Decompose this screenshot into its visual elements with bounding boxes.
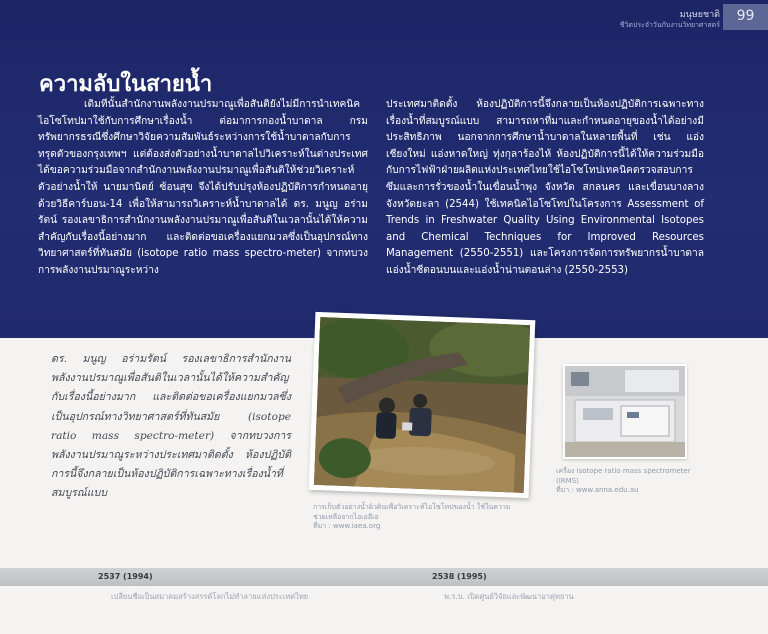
photo1-caption <box>313 503 523 532</box>
header-section: มนุษยชาติ <box>679 10 720 20</box>
body-column-right: ประเทศมาติดตั้ง ห้องปฏิบัติการนี้จึงกลายเป็นห้องปฏิบัติการเฉพาะทางเรื่องน้ำที่สมบูรณ์แบบ สามารถหาที่มาและกำหนดอายุของน้ำได้อย่างมีประสิทธิภาพ นอกจากการศึกษาน้ำบาดาลในหลายพื้นที่ เช่น แอ่งเชียงใหม่ แอ่งหาดใหญ่ ทุ่งกุลาร้องไห้ ห้องปฏิบัติการนี้ได้ให้ความร่วมมือกับการไฟฟ้าฝ่ายผลิตแห่งประเทศไทยใช้ไอโซโทปเทคนิคตรวจสอบการซึมและการรั่วของน้ำในเขื่อนน้ำพุง จังหวัด สกลนคร และเขื่อนบางลาง จังหวัดยะลา (2544) ใช้เทคนิคไอโซโทปในโครงการ Assessment of Trends in Freshwater Quality Using Environmental Isotopes and Chemical Techniques for Improved Resources Management (2550-2551) และโครงการจัดการทรัพยากรน้ำบาดาลแอ่งน้ำซีตอนบนและแอ่งน้ำน่านตอนล่าง (2550-2553) <box>386 99 704 276</box>
irms-image <box>565 366 685 457</box>
page-number-tab <box>723 4 768 30</box>
photo2-caption-source: ที่มา : www.anna.edu.au <box>556 486 639 494</box>
timeline-year-1: 2537 (1994) <box>98 572 153 581</box>
page-number: 99 <box>736 8 755 24</box>
photo2-caption <box>556 467 706 496</box>
irms-photo <box>563 364 687 459</box>
pull-quote: ดร. มนูญ อร่ามรัตน์ รองเลขาธิการสำนักงานพลังงานปรมาณูเพื่อสันติในเวลานั้นได้ให้ความสำคัญกับเรื่องนี้อย่างมาก และติดต่อขอเครื่องแยกมวลซึ่งเป็นอุปกรณ์ทางวิทยาศาสตร์ที่ทันสมัย (isotope ratio mass spectro-meter) จากทบวงการพลังงานปรมาณูระหว่างประเทศมาติดตั้ง ห้องปฏิบัติการนี้จึงกลายเป็นห้องปฏิบัติการเฉพาะทางเรื่องน้ำที่สมบูรณ์แบบ <box>51 353 291 500</box>
timeline-event-1: เปลี่ยนชื่อเป็นสมาคมสร้างสรรค์โลกไม่ทำลายแห่งประเทศไทย <box>111 592 309 601</box>
header-subtitle: ชีวิตประจำวันกับงานวิทยาศาสตร์ <box>619 21 720 29</box>
running-header <box>608 4 720 30</box>
body-column-left: เดิมทีนั้นสำนักงานพลังงานปรมาณูเพื่อสันติยังไม่มีการนำเทคนิคไอโซโทปมาใช้กับการศึกษาเรื่องน้ำ ต่อมาการกองน้ำบาดาล กรมทรัพยากรธรณีซึ่งศึกษาวิจัยความสัมพันธ์ระหว่างการใช้น้ำบาดาลกับการทรุดตัวของกรุงเทพฯ แต่ต้องส่งตัวอย่างน้ำบาดาลไปวิเคราะห์ในต่างประเทศ ได้ขอความร่วมมือจากสำนักงานพลังงานปรมาณูเพื่อสันติให้ช่วยวิเคราะห์ตัวอย่างน้ำให้ นายมานิตย์ ซ้อนสุข จึงได้ปรับปรุงห้องปฏิบัติการกำหนดอายุด้วยวิธีคาร์บอน-14 เพื่อให้สามารถวิเคราะห์น้ำบาดาลได้ ดร. มนูญ อร่ามรัตน์ รองเลขาธิการสำนักงานพลังงานปรมาณูเพื่อสันติในเวลานั้นได้ให้ความสำคัญกับเรื่องนี้อย่างมาก และติดต่อขอเครื่องแยกมวลซึ่งเป็นอุปกรณ์ทางวิทยาศาสตร์ที่ทันสมัย (isotope ratio mass spectro-meter) จากทบวงการพลังงานปรมาณูระหว่าง <box>38 99 368 276</box>
field-sampling-photo <box>309 312 536 498</box>
photo2-caption-text: เครื่อง isotope ratio mass spectrometer (IRMS) <box>556 467 691 485</box>
timeline-year-2: 2538 (1995) <box>432 572 487 581</box>
timeline-event-2: พ.ร.บ. เปิดศูนย์วิจัยและพัฒนาอาคุ่ทยาน <box>444 592 574 601</box>
photo1-caption-source: ที่มา : www.iaea.org <box>313 522 381 530</box>
field-sampling-image <box>314 317 530 493</box>
photo1-caption-text: การเก็บตัวอย่างน้ำผิวดินเพื่อวิเคราะห์ไอโซโทปของน้ำ ใช้ในความช่วยเหลือจากไอเออีเอ <box>313 503 511 521</box>
timeline-bar <box>0 568 768 586</box>
article-title: ความลับในสายน้ำ <box>39 72 213 97</box>
